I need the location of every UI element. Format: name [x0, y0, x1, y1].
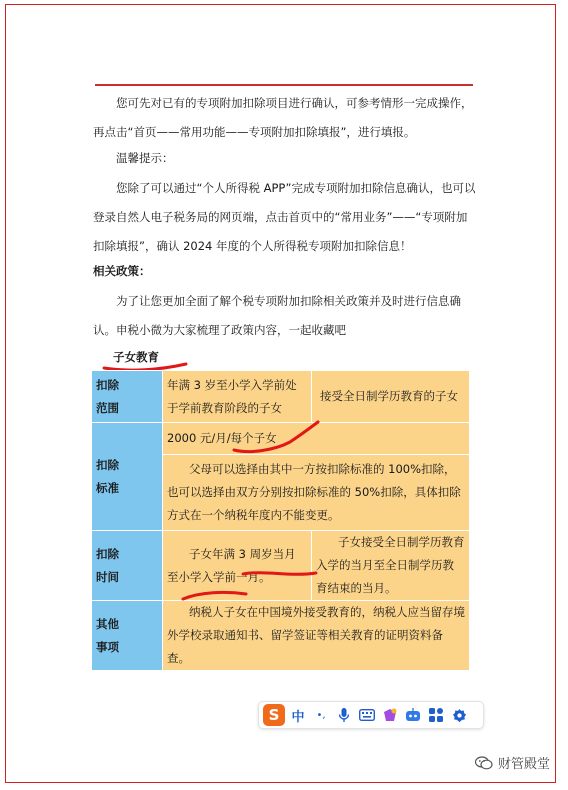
standard-method-cell: 父母可以选择由其中一方按扣除标准的 100%扣除，也可以选择由双方分别按扣除标准的 50%扣除，具体扣除方式在一个纳税年度内不能变更。 — [163, 455, 470, 531]
skin-icon[interactable] — [380, 705, 400, 725]
row-header-text: 其他 事项 — [96, 616, 119, 654]
other-matters-cell: 纳税人子女在中国境外接受教育的，纳税人应当留存境外学校录取通知书、留学签证等相关教育的证明资料备查。 — [163, 601, 470, 671]
tip-title: 温馨提示： — [116, 151, 174, 165]
settings-icon[interactable] — [449, 705, 469, 725]
tip-paragraph: 您除了可以通过“个人所得税 APP”完成专项附加扣除信息确认，也可以登录自然人电子税务局的网页端，点击首页中的“常用业务”——“专项附加扣除填报”，确认 2024 年度的个人所得税专项附加扣除信息！ — [93, 181, 476, 253]
chinese-mode-icon[interactable]: 中 — [291, 709, 305, 725]
policy-title: 相关政策： — [93, 264, 151, 278]
row-header-text: 扣除 范围 — [96, 377, 119, 415]
robot-icon[interactable] — [403, 705, 423, 725]
table-row — [92, 423, 470, 455]
row-header-text: 扣除 时间 — [96, 546, 119, 584]
policy-table — [91, 370, 470, 671]
table-row — [92, 371, 470, 423]
row-header-text: 扣除 标准 — [96, 457, 119, 495]
policy-paragraph: 为了让您更加全面了解个税专项附加扣除相关政策并及时进行信息确认。申税小微为大家梳理了政策内容，一起收藏吧 — [93, 294, 461, 337]
standard-amount-cell: 2000 元/月/每个子女 — [163, 423, 470, 455]
scope-preschool-cell: 年满 3 岁至小学入学前处于学前教育阶段的子女 — [163, 371, 312, 423]
row-header-time — [92, 531, 163, 601]
time-preschool-cell: 子女年满 3 周岁当月至小学入学前一月。 — [163, 531, 312, 601]
ime-toolbar[interactable] — [258, 701, 484, 729]
wechat-icon — [475, 756, 493, 770]
sogou-logo-icon[interactable]: S — [263, 704, 285, 726]
intro-paragraph: 您可先对已有的专项附加扣除项目进行确认，可参考情形一完成操作，再点击“首页——常用功能——专项附加扣除填报”，进行填报。 — [93, 96, 473, 139]
watermark-text: 财管殿堂 — [497, 757, 550, 772]
header-rule — [95, 84, 473, 86]
punctuation-icon[interactable]: •, — [316, 709, 326, 721]
row-header-scope — [92, 371, 163, 423]
account-watermark — [475, 753, 550, 772]
section-title: 子女教育 — [113, 350, 159, 364]
apps-grid-icon[interactable] — [426, 705, 446, 725]
scope-fulltime-cell: 接受全日制学历教育的子女 — [312, 371, 470, 423]
row-header-other — [92, 601, 163, 671]
table-row — [92, 531, 470, 601]
keyboard-icon[interactable] — [357, 705, 377, 725]
microphone-icon[interactable] — [334, 705, 354, 725]
table-row — [92, 601, 470, 671]
time-fulltime-cell: 子女接受全日制学历教育入学的当月至全日制学历教育结束的当月。 — [312, 531, 470, 601]
row-header-standard — [92, 423, 163, 531]
